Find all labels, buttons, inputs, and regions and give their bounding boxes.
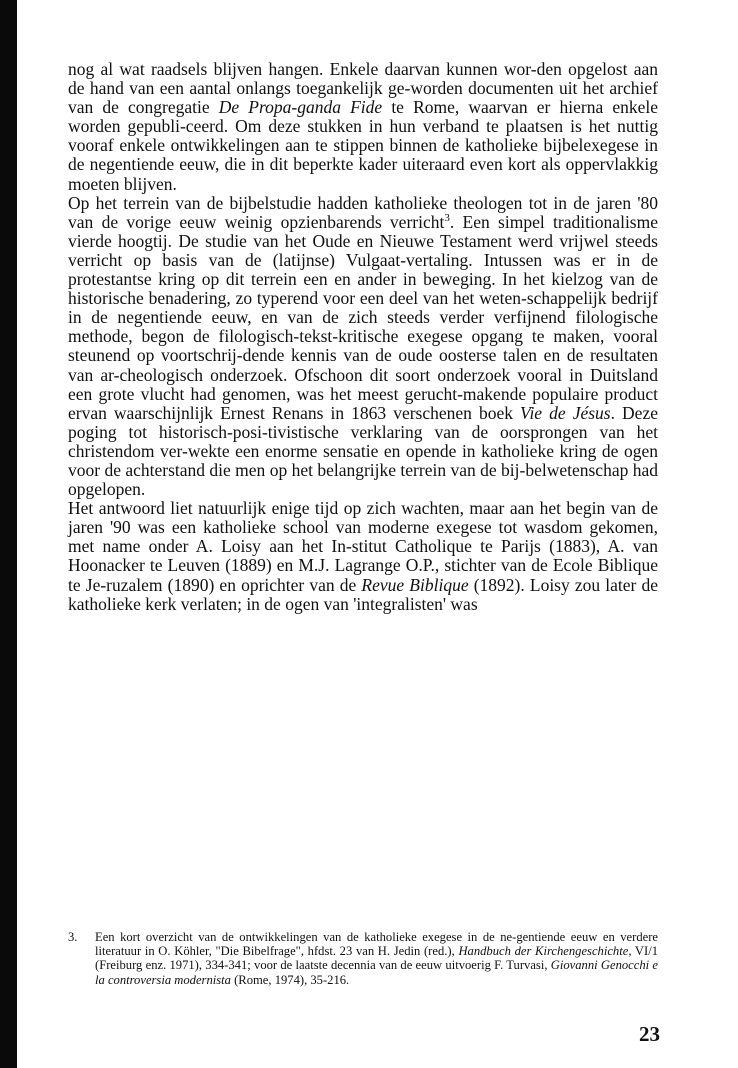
paragraph-3 (68, 499, 658, 614)
paragraph-2 (68, 194, 658, 500)
text-run: (Rome, 1974), 35-216. (230, 972, 350, 987)
italic-title: Handbuch der Kirchengeschichte (458, 944, 629, 959)
text-run: Het antwoord liet natuurlijk enige tijd op zich wachten, maar aan het begin van de jaren '90 was een katholieke school van moderne exegese tot wasdom gekomen, met name onder A. Loisy aan het In-stitut Catholique te Parijs (1883), A. van Hoonacker te Leuven (1889) en M.J. Lagrange O.P., stichter van de Ecole Biblique te Je-ruzalem (1890) en oprichter van de (68, 498, 658, 595)
italic-title: Giovanni Genocchi e la controversia modernista (95, 958, 658, 987)
italic-title: De Propa-ganda Fide (218, 97, 383, 118)
body-text (68, 60, 658, 614)
text-run: , VI/1 (Freiburg enz. 1971), 334-341; voor de laatste decennia van de eeuw uitvoerig F. Turvasi, (95, 944, 658, 973)
text-run: nog al wat raadsels blijven hangen. Enkele daarvan kunnen wor-den opgelost aan de hand van een aantal onlangs toegankelijk ge-worden documenten uit het archief van de congregatie (68, 59, 658, 118)
text-run: Op het terrein van de bijbelstudie hadden katholieke theologen tot in de jaren '80 van de vorige eeuw weinig opzienbarends verricht (68, 192, 658, 232)
page-number: 23 (639, 1022, 660, 1046)
footnote (68, 930, 658, 987)
text-run: . Deze poging tot historisch-posi-tivistische verklaring van de oorsprongen van het christendom ver-wekte een enorme sensatie en opende in katholieke kring de ogen voor de achterstand die men op het belangrijke terrein van de bij-belwetenschap had opgelopen. (68, 402, 658, 500)
footnote-text (95, 930, 658, 987)
footnote-reference[interactable]: 3 (444, 211, 450, 224)
italic-title: Vie de Jésus (520, 402, 611, 423)
text-run: . Een simpel traditionalisme vierde hoogtij. De studie van het Oude en Nieuwe Testament werd vrijwel steeds verricht op basis van de (latijnse) Vulgaat-vertaling. Intussen was er in de protestantse kring op dit terrein een en ander in beweging. In het kielzog van de historische benadering, zo typerend voor een deel van het weten-schappelijk bedrijf in de negentiende eeuw, en van de zich steeds verder verfijnend filologische methode, begon de filologisch-tekst-kritische exegese opgang te maken, vooral steunend op voortschrij-dende kennis van de oude oosterse talen en de resultaten van ar-cheologisch onderzoek. Ofschoon dit soort onderzoek vooral in Duitsland een grote vlucht had genomen, was het meest gerucht-makende populaire product ervan waarschijnlijk Ernest Renans in 1863 verschenen boek (68, 211, 658, 423)
scan-margin-bar (0, 0, 17, 1068)
footnote-number: 3. (68, 930, 78, 944)
text-run: te Rome, waarvan er hierna enkele worden gepubli-ceerd. Om deze stukken in hun verband te plaatsen is het nuttig vooraf enkele ontwikkelingen aan te stippen binnen de katholieke bijbelexegese in de negentiende eeuw, die in dit beperkte kader uiteraard even kort als oppervlakkig moeten blijven. (68, 97, 658, 194)
text-run: Een kort overzicht van de ontwikkelingen van de katholieke exegese in de ne-gentiende eeuw en verdere literatuur in O. Köhler, "Die Bibelfrage", hfdst. 23 van H. Jedin (red.), (95, 930, 658, 959)
italic-title: Revue Biblique (361, 574, 469, 595)
text-run: (1892). Loisy zou later de katholieke kerk verlaten; in de ogen van 'integralisten' was (68, 574, 659, 614)
paragraph-1 (68, 60, 658, 194)
